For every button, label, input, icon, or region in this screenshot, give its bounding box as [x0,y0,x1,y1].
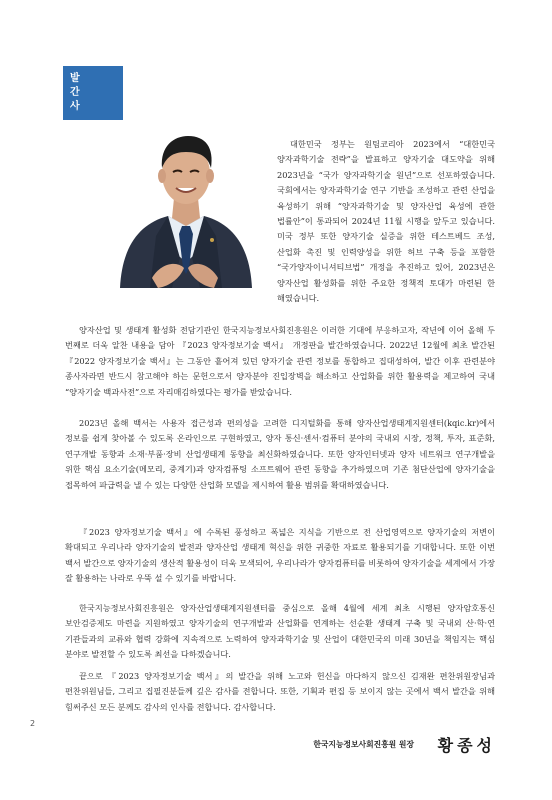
signature-name: 황종성 [437,736,496,755]
body-paragraph: 한국지능정보사회진흥원은 양자산업생태계지원센터를 중심으로 올해 4월에 세계 최초 시행된 양자암호통신 보안검증제도 마련을 지원하였고 양자기술의 연구개발과 산업화를 연계하는 선순환 생태계 구축 및 국내외 산·학·연 기관들과의 교류와 협력 강화에 지속적으로 노력하여 양자과학기술 및 산업이 대한민국의 미래 30년을 책임지는 핵심 분야로 발전할 수 있도록 최선을 다하겠습니다. [65,603,495,660]
signature-organization: 한국지능정보사회진흥원 원장 [313,740,414,749]
body-paragraph: 『2023 양자정보기술 백서』에 수록된 풍성하고 폭넓은 지식을 기반으로 전 산업영역으로 양자기술의 저변이 확대되고 우리나라 양자기술의 발전과 양자산업 생태계 혁신을 위한 귀중한 자료로 활용되기를 기대합니다. 또한 이번 백서 발간으로 양자기술의 생산적 활용성이 더욱 모색되어, 우리나라가 양자컴퓨터를 비롯하여 양자기술을 세계에서 가장 잘 활용하는 나라로 우뚝 설 수 있기를 바랍니다. [65,527,495,584]
person-portrait-icon [110,128,262,288]
closing-paragraph: 끝으로 『2023 양자정보기술 백서』의 발간을 위해 노고와 헌신을 마다하지 않으신 김재완 편찬위원장님과 편찬위원님들, 그리고 집필진분들께 깊은 감사를 전합니다. 또한, 기획과 편집 등 보이지 않는 곳에서 백서 발간을 위해 힘써주신 모든 분께도 감사의 인사를 전합니다. 감사합니다. [65,671,495,712]
intro-paragraph: 대한민국 정부는 원팀코리아 2023에서 “대한민국 양자과학기술 전략”을 발표하고 양자기술 대도약을 위해 2023년을 “국가 양자과학기술 원년”으로 선포하였습니다. 국회에서는 양자과학기술 연구 기반을 조성하고 관련 산업을 육성하기 위해 “양자과학기술 및 양자산업 육성에 관한 법률안”이 통과되어 2024년 11월 시행을 앞두고 있습니다. 미국 정부 또한 양자기술 실증을 위한 테스트베드 조성, 산업화 촉진 및 인력양성을 위한 허브 구축 등을 포함한 “국가양자이니셔티브법” 개정을 추진하고 있어, 2023년은 양자산업 활성화를 위한 주요한 정책적 토대가 마련된 한 해였습니다. [277,139,495,304]
section-tab-char: 사 [70,101,80,112]
section-tab [63,66,123,120]
section-tab-char: 발 [70,73,80,84]
page-number: 2 [30,719,36,728]
body-paragraph: 2023년 올해 백서는 사용자 접근성과 편의성을 고려한 디지털화를 통해 양자산업생태계지원센터(kqic.kr)에서 정보를 쉽게 찾아볼 수 있도록 온라인으로 구현하였고, 양자 통신·센서·컴퓨터 분야의 국내외 시장, 정책, 투자, 표준화, 연구개발 동향과 소재·부품·장비 산업생태계 동향을 최신화하였습니다. 또한 양자인터넷과 양자 네트워크 연구개발을 위한 핵심 요소기술(메모리, 중계기)과 양자컴퓨팅 소프트웨어 관련 동향을 추가하였으며 기존 첨단산업에 양자기술을 접목하여 파급력을 낼 수 있는 다양한 산업화 모델을 제시하여 활용 범위를 확대하였습니다. [65,418,495,490]
body-paragraph: 양자산업 및 생태계 활성화 전담기관인 한국지능정보사회진흥원은 이러한 기대에 부응하고자, 작년에 이어 올해 두 번째로 더욱 알찬 내용을 담아 『2023 양자정보기술 백서』 개정판을 발간하였습니다. 2022년 12월에 최초 발간된 『2022 양자정보기술 백서』는 그동안 흩어져 있던 양자기술 관련 정보를 통합하고 집대성하여, 발간 이후 관련분야 종사자라면 반드시 참고해야 하는 문헌으로서 양자분야 진입장벽을 해소하고 산업화를 위한 활용력을 제고하여 국내 “양자기술 백과사전”으로 자리매김하였다는 평가를 받았습니다. [65,325,495,397]
section-tab-char: 간 [70,87,80,98]
